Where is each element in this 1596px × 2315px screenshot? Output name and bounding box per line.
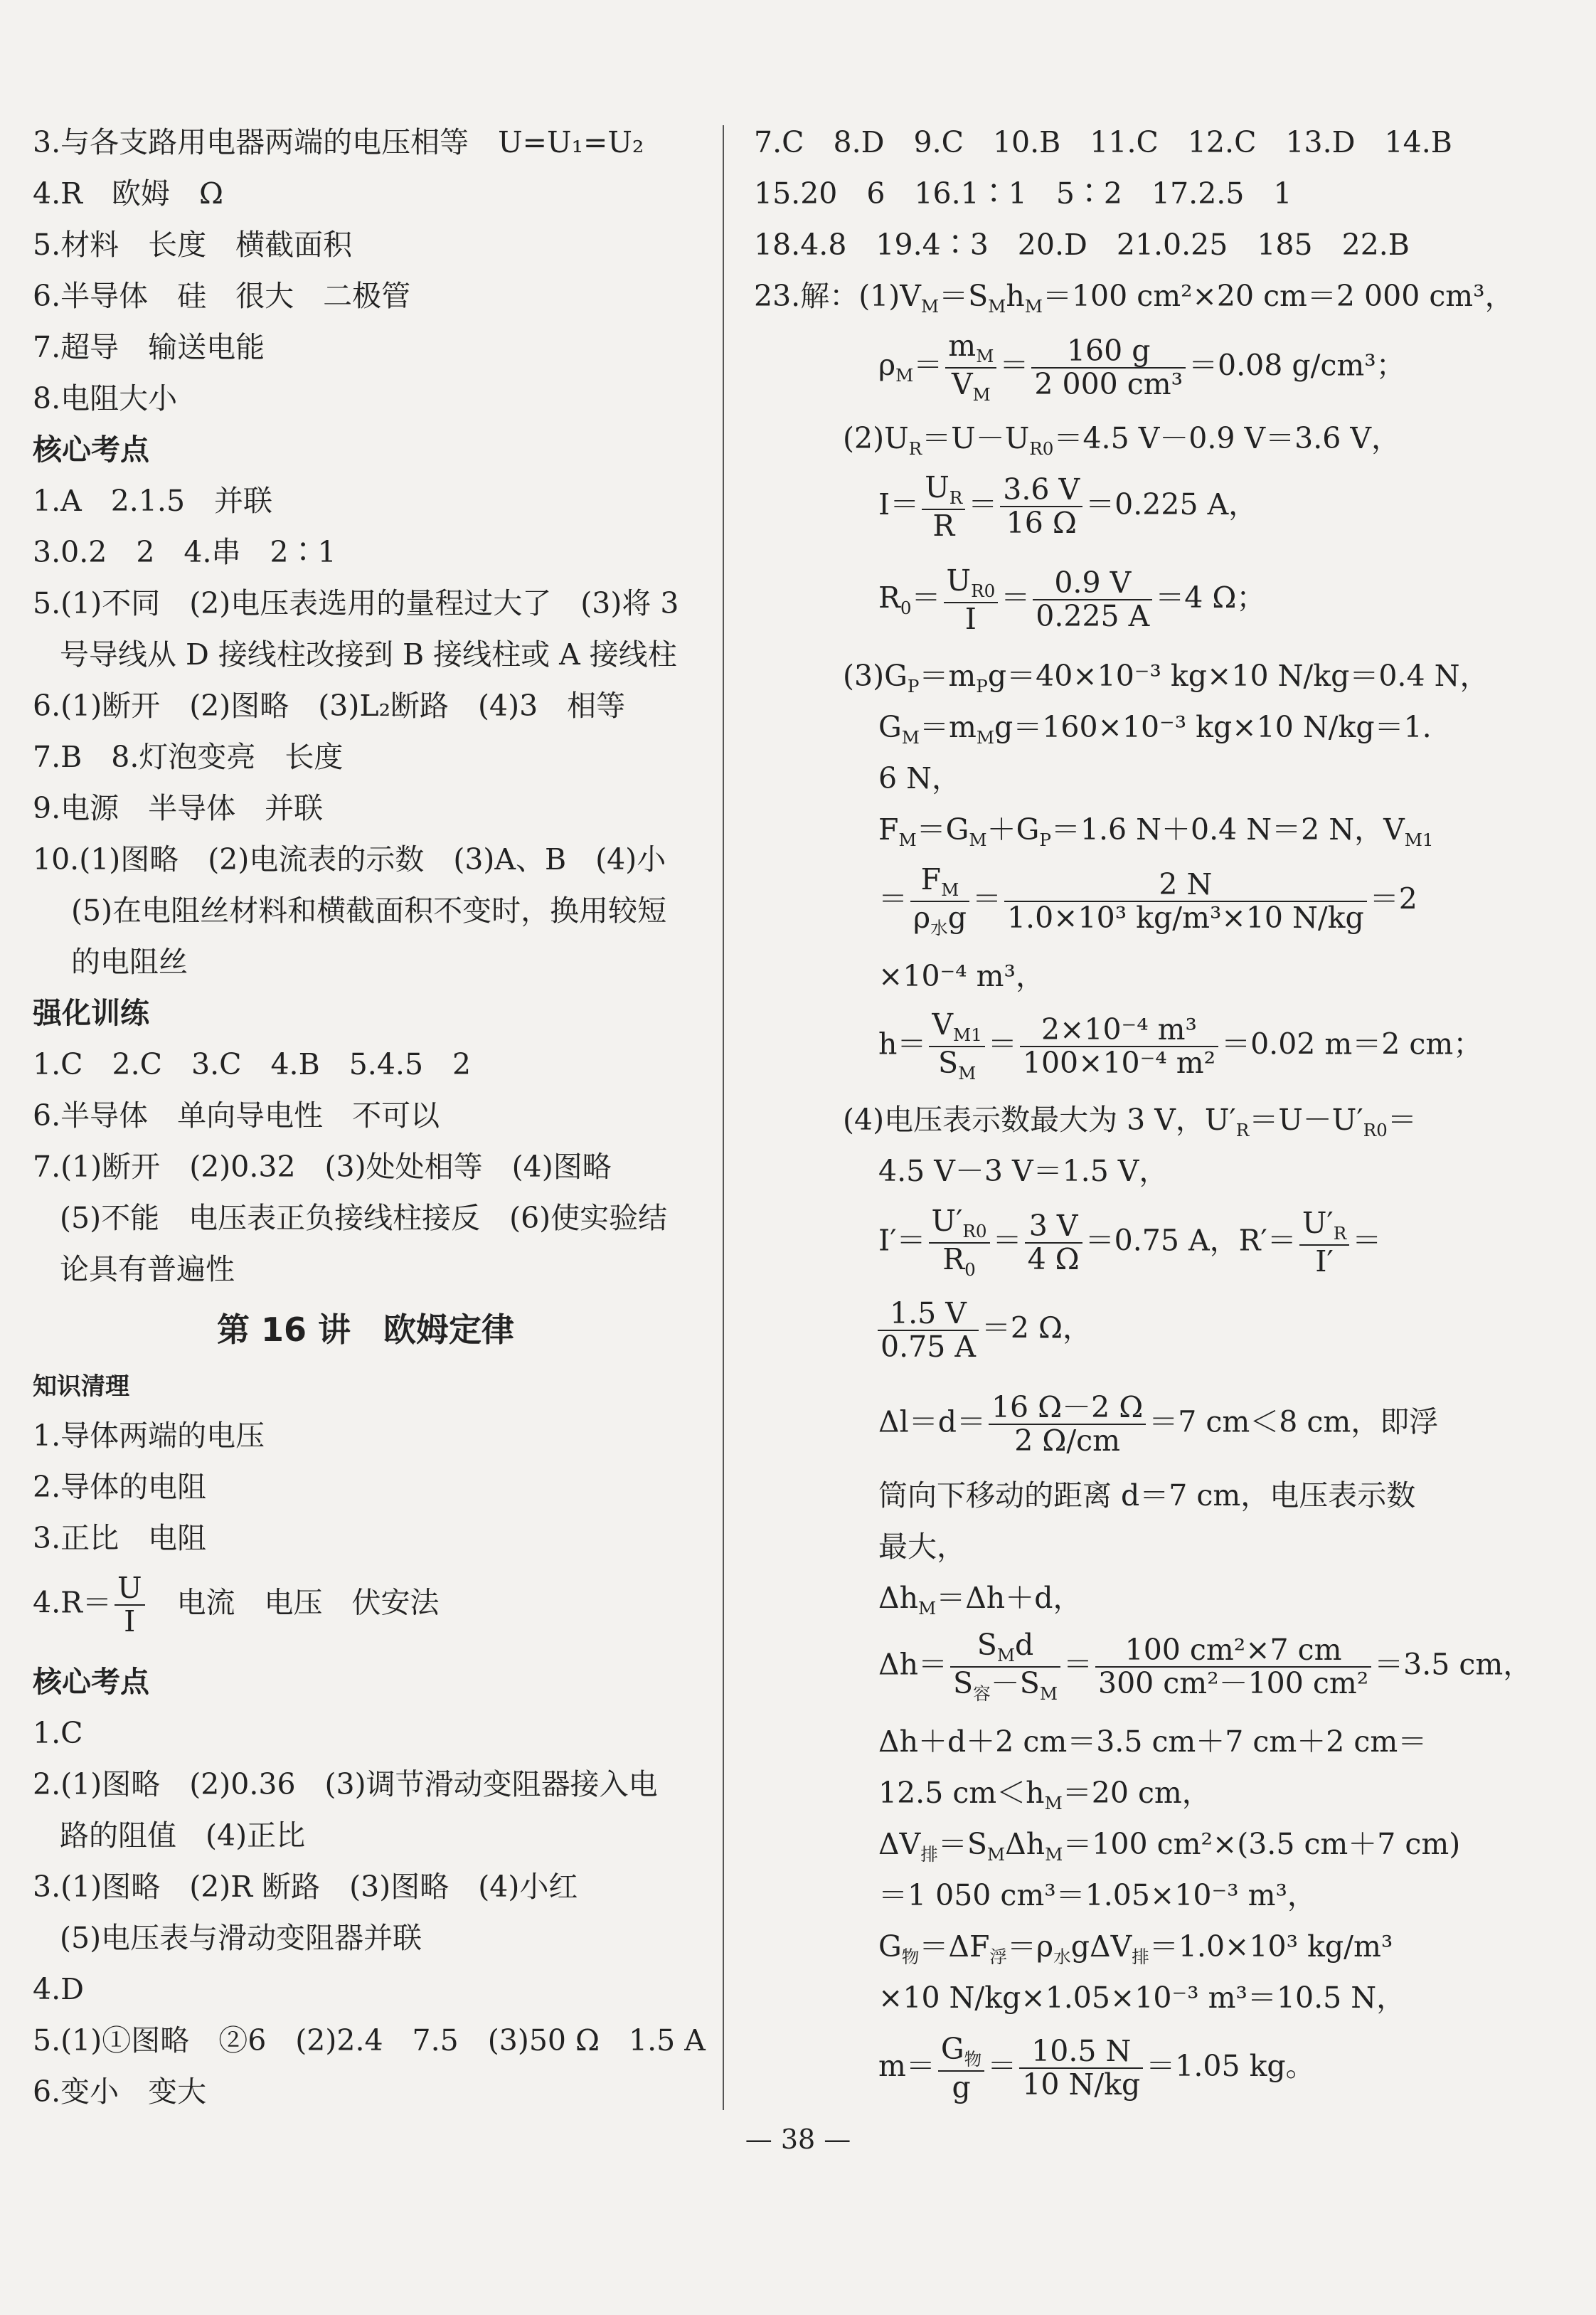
formula-line: Δh＝ $S_Md$ $S_容-S_M$ ＝ $\frac{\text{100 cm²×7 cm}}{\text{300 cm²－100 cm²}}$ ＝3.5 cm， — [878, 1628, 1533, 1704]
solution-line: $(2)U_R=U-U_{R0}=4.5$ V－0.9 V＝3.6 V， — [843, 421, 1400, 460]
fraction — [944, 563, 999, 636]
fraction — [1025, 1208, 1082, 1276]
fraction-numerator: 2×10⁻⁴ m³ — [1020, 1015, 1218, 1047]
answer-line: 8.电阻大小 — [33, 381, 178, 415]
fraction — [950, 1628, 1060, 1704]
fraction-denominator: $\rho_水g$ — [913, 900, 967, 938]
fraction-denominator: $R_0$ — [942, 1241, 976, 1280]
fraction — [929, 1204, 990, 1280]
fraction-numerator: 16 Ω－2 Ω — [989, 1393, 1146, 1425]
answer-line: 号导线从 D 接线柱改接到 B 接线柱或 A 接线柱 — [60, 637, 677, 672]
answer-line: 1.C 2.C 3.C 4.B 5.4.5 2 — [33, 1047, 472, 1081]
answer-line: 6.变小 变大 — [33, 2075, 207, 2109]
fraction — [1031, 333, 1186, 401]
fraction — [1000, 472, 1082, 541]
fraction-numerator: $U_R$ — [922, 473, 965, 510]
fraction-denominator: $V_M$ — [951, 366, 991, 405]
fraction — [1020, 1012, 1218, 1080]
formula-line: $\rho_M=$ $\frac{m_M}{V_M}$ ＝ $\frac{160 g}{\text{2 000 cm³}}$ ＝0.08 g/cm³； — [878, 329, 1405, 405]
answer-line: 5.材料 长度 横截面积 — [33, 228, 353, 262]
answer-line: 1.A 2.1.5 并联 — [33, 484, 273, 518]
fraction-denominator: 10 N/kg — [1022, 2067, 1141, 2102]
formula-line: $\frac{1.5 V}{0.75 A}$ ＝2 Ω， — [875, 1299, 1092, 1362]
answer-line: 1.C — [33, 1716, 83, 1750]
answer-line: 7.C 8.D 9.C 10.B 11.C 12.C 13.D 14.B — [754, 125, 1452, 159]
section-heading: 核心考点 — [33, 1665, 149, 1699]
solution-line: $(3)G_P=m_Pg=40\times 10^{-3}$ kg×10 N/kg＝0.4 N， — [843, 659, 1489, 697]
answer-line: 5.(1)①图略 ②6 (2)2.4 7.5 (3)50 Ω 1.5 A — [33, 2023, 706, 2057]
answer-line: 3.与各支路用电器两端的电压相等 U=U₁=U₂ — [33, 125, 644, 159]
solution-line: (4)电压表示数最大为 3 V，$U'_R=U-U'_{R0}=$ — [843, 1103, 1417, 1141]
fraction — [1019, 2034, 1143, 2102]
fraction — [1033, 566, 1152, 634]
answer-line: 4.D — [33, 1972, 84, 2006]
answer-line: 15.20 6 16.1∶1 5∶2 17.2.5 1 — [754, 176, 1292, 211]
formula-line: Δl＝d＝ $\frac{16 \Omega-2 \Omega}{2 \Omega/cm}$ ＝7 cm＜8 cm，即浮 — [878, 1390, 1439, 1458]
fraction-denominator: $S_M$ — [937, 1045, 977, 1084]
answer-line: 1.导体两端的电压 — [33, 1419, 265, 1453]
fraction-numerator: $F_M$ — [910, 865, 969, 902]
fraction — [1095, 1632, 1371, 1700]
answer-line: 论具有普遍性 — [60, 1252, 235, 1286]
fraction — [910, 862, 969, 938]
fraction-numerator: 1.5 V — [878, 1299, 979, 1331]
formula-line: I′＝ $\frac{U'_{R0}}{R_0}$ ＝ $\frac{3 V}{4 \Omega}$ ＝0.75 A，R′＝ $\frac{U'_R}{I'}$ ＝ — [878, 1204, 1382, 1280]
answer-line: (5)在电阻丝材料和横截面积不变时，换用较短 — [71, 894, 667, 928]
fraction-numerator: 100 cm²×7 cm — [1095, 1636, 1371, 1668]
solution-line: $F_M=G_M+G_P=1.6$ N＋0.4 N＝2 N，$V_{M1}$ — [878, 812, 1434, 851]
fraction-numerator: 2 N — [1004, 870, 1367, 902]
answer-line: 6.(1)断开 (2)图略 (3)L₂断路 (4)3 相等 — [33, 689, 626, 723]
fraction-denominator: 300 cm²－100 cm² — [1098, 1665, 1369, 1700]
solution-line: 最大， — [878, 1530, 966, 1564]
solution-line: Δh＋d＋2 cm＝3.5 cm＋7 cm＋2 cm＝ — [878, 1725, 1427, 1759]
fraction-denominator: 1.0×10³ kg/m³×10 N/kg — [1006, 900, 1364, 935]
solution-line: $G_M=m_Mg=160\times 10^{-3}$ kg×10 N/kg＝1. — [878, 710, 1432, 748]
solution-line: 4.5 V－3 V＝1.5 V， — [878, 1154, 1169, 1188]
fraction-denominator: $S_容-S_M$ — [953, 1665, 1058, 1704]
solution-line: ＝1 050 cm³＝1.05×10⁻³ m³， — [878, 1878, 1316, 1912]
fraction-denominator: I′ — [1315, 1244, 1334, 1279]
solution-line: ×10 N/kg×1.05×10⁻³ m³＝10.5 N， — [878, 1981, 1406, 2015]
solution-line: $\Delta V_排=S_M\Delta h_M=100$ cm²×(3.5 cm＋7 cm) — [878, 1827, 1461, 1865]
answer-line: 10.(1)图略 (2)电流表的示数 (3)A、B (4)小 — [33, 842, 666, 876]
solution-line: 12.5 $cm<h_M=20$ cm， — [878, 1776, 1211, 1814]
answer-line: 3.0.2 2 4.串 2∶1 — [33, 535, 336, 569]
solution-line: $\Delta h_M=\Delta h+d$， — [878, 1581, 1082, 1619]
fraction-denominator: 2 Ω/cm — [1014, 1424, 1120, 1458]
fraction — [945, 329, 996, 405]
answer-line: 3.(1)图略 (2)R 断路 (3)图略 (4)小红 — [33, 1870, 578, 1904]
formula-line: h＝ $\frac{V_{M1}}{S_M}$ ＝ $\frac{\text{2×10⁻⁴ m³}}{\text{100×10⁻⁴ m²}}$ ＝0.02 m＝2 cm； — [878, 1007, 1483, 1084]
fraction-denominator: I — [964, 601, 977, 636]
formula-line: ＝ $F_M$ $\rho_水g$ ＝ $\frac{2 N}{\text{1.0×10³ kg/m³×10 N/kg}}$ ＝2 — [878, 862, 1417, 938]
fraction — [1004, 867, 1367, 935]
answer-line: (5)电压表与滑动变阻器并联 — [60, 1921, 422, 1955]
formula-line: 4.R＝ $\frac{U}{I}$ 电流 电压 伏安法 — [33, 1571, 440, 1638]
column-divider — [723, 125, 724, 2110]
solution-line: ×10⁻⁴ m³， — [878, 959, 1045, 993]
subsection-heading: 知识清理 — [33, 1372, 129, 1401]
answer-line: 3.正比 电阻 — [33, 1521, 207, 1555]
fraction — [1299, 1206, 1349, 1279]
formula-line: I＝ $\frac{U_R}{R}$ ＝ $\frac{3.6 V}{16 \Omega}$ ＝0.225 A， — [878, 470, 1258, 543]
fraction-numerator: $G_物$ — [938, 2035, 984, 2072]
answer-line: 4.R 欧姆 Ω — [33, 176, 223, 211]
solution-line: 筒向下移动的距离 d＝7 cm，电压表示数 — [878, 1478, 1416, 1513]
fraction-numerator: 3.6 V — [1000, 475, 1082, 507]
solution-line: $G_物=\Delta F_浮=\rho_水g\Delta V_排=1.0\times 10^3$ kg/m³ — [878, 1929, 1393, 1968]
fraction-numerator: $U'_{R0}$ — [929, 1207, 990, 1244]
fraction-numerator: 3 V — [1025, 1212, 1082, 1244]
answer-line: 6.半导体 硅 很大 二极管 — [33, 279, 411, 313]
answer-line: 5.(1)不同 (2)电压表选用的量程过大了 (3)将 3 — [33, 586, 679, 620]
fraction-numerator: $S_Md$ — [950, 1631, 1060, 1668]
fraction — [989, 1390, 1146, 1458]
answer-line: 路的阻值 (4)正比 — [60, 1818, 306, 1853]
solution-line: 6 N， — [878, 761, 961, 795]
fraction — [922, 470, 965, 543]
answer-line: 7.(1)断开 (2)0.32 (3)处处相等 (4)图略 — [33, 1150, 612, 1184]
answer-line: 2.(1)图略 (2)0.36 (3)调节滑动变阻器接入电 — [33, 1767, 658, 1801]
section-heading: 核心考点 — [33, 433, 149, 467]
fraction-denominator: R — [932, 508, 955, 543]
fraction-numerator: $m_M$ — [945, 332, 996, 369]
fraction-numerator: U — [115, 1574, 145, 1606]
fraction — [115, 1571, 145, 1638]
fraction-numerator: $U_{R0}$ — [944, 566, 999, 603]
answer-line: 7.B 8.灯泡变亮 长度 — [33, 740, 344, 774]
lecture-title: 第 16 讲 欧姆定律 — [217, 1310, 515, 1349]
answer-line: (5)不能 电压表正负接线柱接反 (6)使实验结 — [60, 1201, 668, 1235]
fraction-denominator: 0.225 A — [1036, 599, 1150, 634]
answer-line: 7.超导 输送电能 — [33, 330, 265, 364]
fraction — [929, 1007, 984, 1084]
fraction-denominator: 4 Ω — [1027, 1241, 1080, 1276]
answer-line: 18.4.8 19.4∶3 20.D 21.0.25 185 22.B — [754, 228, 1410, 262]
fraction-numerator: $U'_R$ — [1299, 1209, 1349, 1246]
fraction — [878, 1296, 979, 1364]
fraction-denominator: 2 000 cm³ — [1034, 366, 1183, 401]
fraction-denominator: 0.75 A — [881, 1330, 976, 1364]
solution-line: 23.解：$(1)V_M=S_Mh_M=100$ cm²×20 cm＝2 000 cm³， — [754, 279, 1514, 317]
page-number: — 38 — — [745, 2124, 851, 2155]
answer-line: 的电阻丝 — [71, 945, 188, 979]
fraction-denominator: I — [124, 1604, 136, 1638]
fraction-numerator: 0.9 V — [1033, 568, 1152, 600]
fraction-numerator: 160 g — [1031, 337, 1186, 369]
answer-line: 6.半导体 单向导电性 不可以 — [33, 1098, 440, 1133]
answer-line: 9.电源 半导体 并联 — [33, 791, 324, 825]
formula-line: $R_0=$ $\frac{U_{R0}}{I}$ ＝ $\frac{0.9 V}{0.225 A}$ ＝4 Ω； — [878, 563, 1266, 636]
formula-line: m＝ $G_物$ g ＝ $\frac{10.5 N}{10 N/kg}$ ＝1.05 kg。 — [878, 2032, 1315, 2104]
fraction-denominator: 16 Ω — [1006, 506, 1077, 541]
answer-line: 2.导体的电阻 — [33, 1470, 207, 1504]
fraction-numerator: $V_{M1}$ — [929, 1010, 984, 1047]
fraction-numerator: 10.5 N — [1019, 2037, 1143, 2069]
fraction-denominator: g — [952, 2070, 971, 2104]
section-heading: 强化训练 — [33, 996, 149, 1030]
fraction-denominator: 100×10⁻⁴ m² — [1022, 1045, 1216, 1080]
fraction — [938, 2032, 984, 2104]
